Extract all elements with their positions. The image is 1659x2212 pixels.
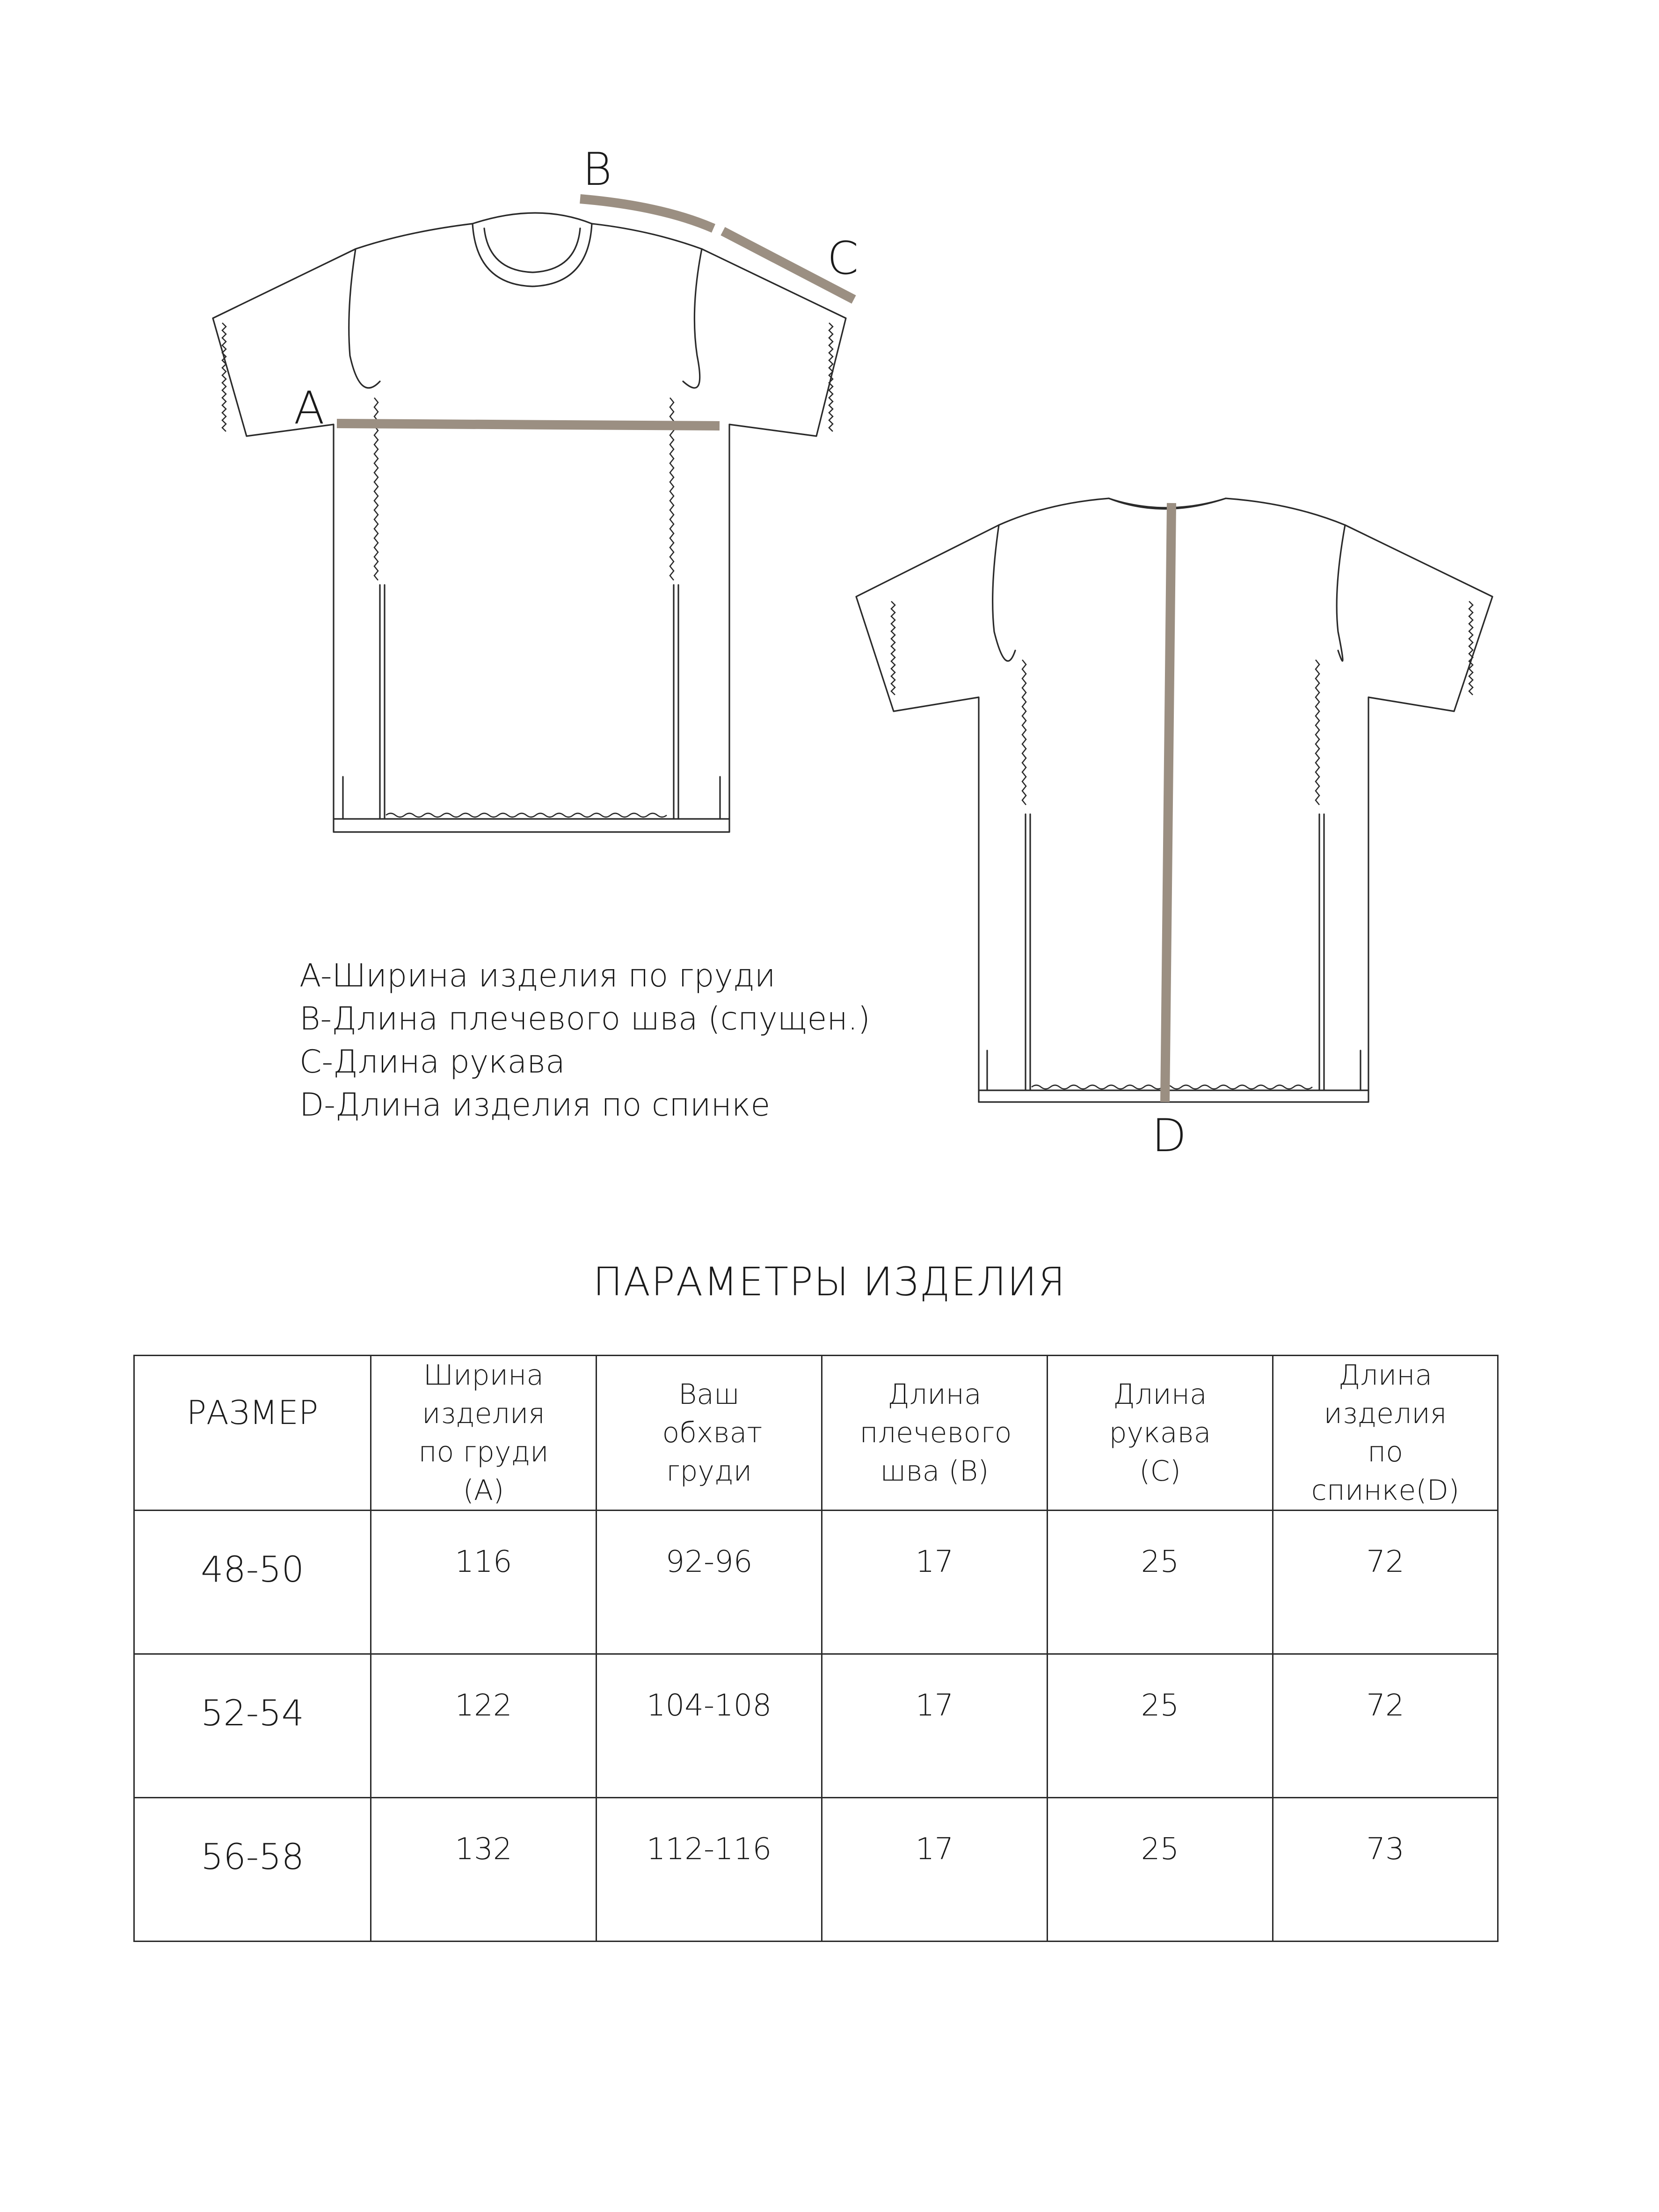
size-parameters-table: [133, 1355, 1499, 1942]
cell-shoulder-seam: 17: [822, 1654, 1048, 1798]
cell-size: 56-58: [134, 1798, 371, 1942]
header-size: РАЗМЕР: [134, 1356, 371, 1511]
cell-shoulder-seam: 17: [822, 1511, 1048, 1654]
legend-item-c: C-Длина рукава: [299, 1044, 565, 1080]
cell-back-length: 72: [1273, 1654, 1498, 1798]
cell-sleeve-length: 25: [1048, 1798, 1273, 1942]
table-row: [134, 1511, 1498, 1654]
measurement-legend: [299, 955, 870, 1127]
header-chest-width: Ширина изделия по груди (A): [371, 1356, 597, 1511]
back-tshirt: [856, 498, 1492, 1102]
table-header-row: [134, 1356, 1498, 1511]
cell-sleeve-length: 25: [1048, 1654, 1273, 1798]
cell-your-chest: 112-116: [597, 1798, 822, 1942]
cell-size: 52-54: [134, 1654, 371, 1798]
table-row: [134, 1798, 1498, 1942]
table-row: [134, 1654, 1498, 1798]
legend-item-a: A-Ширина изделия по груди: [299, 957, 776, 994]
legend-item-b: B-Длина плечевого шва (спущен.): [299, 1000, 870, 1037]
label-d: D: [1152, 1110, 1186, 1162]
label-c: C: [827, 232, 859, 285]
label-b: B: [582, 143, 612, 196]
cell-back-length: 73: [1273, 1798, 1498, 1942]
cell-chest-width: 116: [371, 1511, 597, 1654]
measure-line-a: [337, 423, 720, 426]
header-sleeve-length: Длина рукава (C): [1048, 1356, 1273, 1511]
cell-size: 48-50: [134, 1511, 371, 1654]
cell-shoulder-seam: 17: [822, 1798, 1048, 1942]
table-title: ПАРАМЕТРЫ ИЗДЕЛИЯ: [593, 1259, 1066, 1305]
cell-chest-width: 122: [371, 1654, 597, 1798]
header-your-chest: Ваш обхват груди: [597, 1356, 822, 1511]
header-shoulder-seam: Длина плечевого шва (B): [822, 1356, 1048, 1511]
front-tshirt: [213, 199, 854, 832]
cell-your-chest: 92-96: [597, 1511, 822, 1654]
header-back-length: Длина изделия по спинке(D): [1273, 1356, 1498, 1511]
cell-your-chest: 104-108: [597, 1654, 822, 1798]
measure-line-d: [1165, 503, 1171, 1102]
legend-item-d: D-Длина изделия по спинке: [299, 1087, 771, 1124]
cell-sleeve-length: 25: [1048, 1511, 1273, 1654]
cell-back-length: 72: [1273, 1511, 1498, 1654]
label-a: A: [294, 382, 325, 434]
cell-chest-width: 132: [371, 1798, 597, 1942]
